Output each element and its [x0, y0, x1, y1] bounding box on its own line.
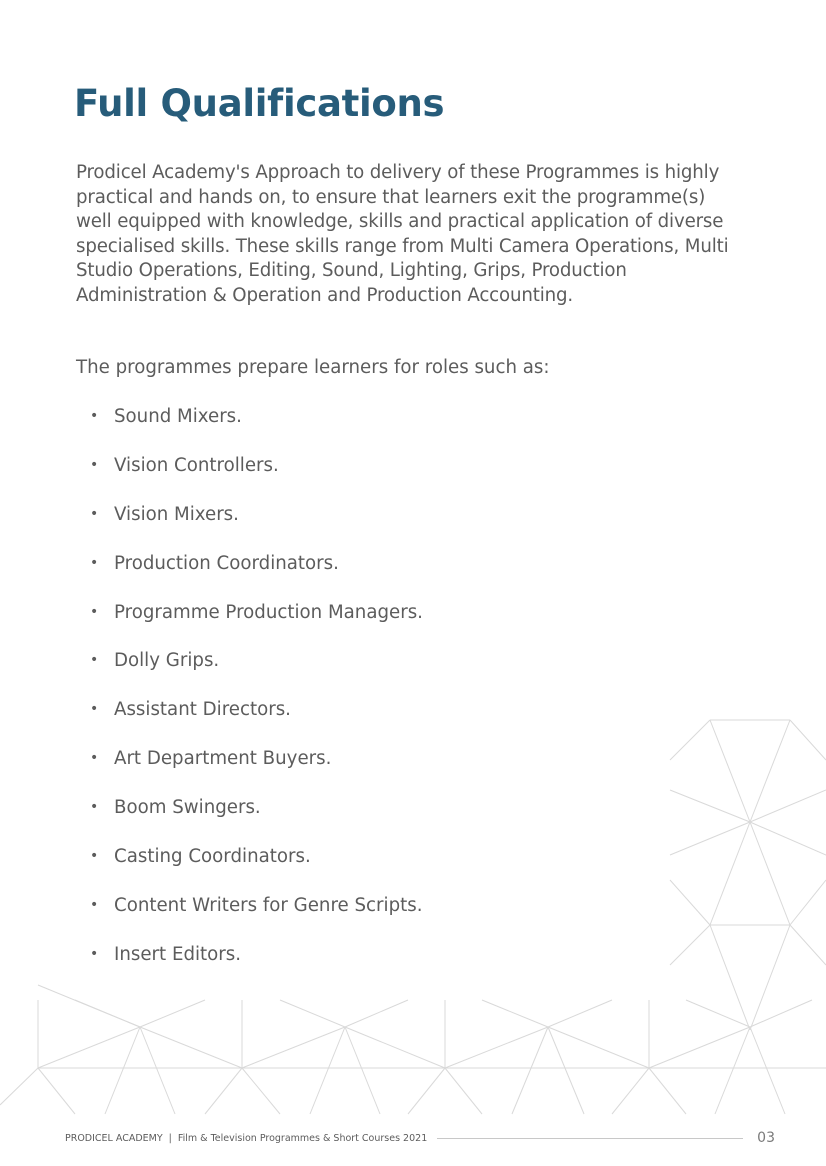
bottom-band-pattern — [0, 985, 826, 1114]
role-label: Boom Swingers. — [114, 797, 261, 819]
footer-brand: PRODICEL ACADEMY — [65, 1132, 163, 1144]
page-footer — [65, 1128, 775, 1148]
list-item — [76, 599, 423, 648]
list-item — [76, 696, 423, 745]
list-item — [76, 403, 423, 452]
list-item — [76, 892, 423, 941]
bullet-icon: • — [90, 945, 99, 962]
role-label: Production Coordinators. — [114, 552, 339, 574]
role-label: Casting Coordinators. — [114, 846, 311, 868]
role-label: Vision Mixers. — [114, 503, 239, 525]
list-item — [76, 794, 423, 843]
bullet-icon: • — [90, 554, 99, 571]
right-edge-pattern — [670, 720, 826, 1030]
role-label: Dolly Grips. — [114, 650, 220, 672]
list-item — [76, 647, 423, 696]
footer-divider — [437, 1138, 743, 1139]
role-label: Sound Mixers. — [114, 406, 242, 427]
bullet-icon: • — [90, 848, 99, 865]
list-item — [76, 843, 423, 892]
roles-intro: The programmes prepare learners for roles such as: — [76, 357, 550, 378]
bullet-icon: • — [90, 750, 99, 767]
list-item — [76, 501, 423, 550]
footer-separator: | — [168, 1132, 172, 1144]
list-item — [76, 745, 423, 794]
bullet-icon: • — [90, 701, 99, 718]
bullet-icon: • — [90, 408, 99, 424]
list-item — [76, 452, 423, 501]
page-number: 03 — [757, 1130, 775, 1146]
role-label: Art Department Buyers. — [114, 748, 332, 770]
role-label: Assistant Directors. — [114, 699, 291, 721]
role-label: Vision Controllers. — [114, 454, 279, 476]
role-label: Insert Editors. — [114, 943, 242, 965]
list-item — [76, 550, 423, 599]
bullet-icon: • — [90, 456, 99, 473]
roles-list — [76, 403, 423, 990]
bullet-icon: • — [90, 652, 99, 669]
footer-subtitle: Film & Television Programmes & Short Courses 2021 — [177, 1132, 428, 1144]
list-item — [76, 941, 423, 990]
role-label: Content Writers for Genre Scripts. — [114, 894, 423, 916]
page-title: Full Qualifications — [74, 82, 445, 125]
intro-paragraph: Prodicel Academy's Approach to delivery of these Programmes is highly practical and hands on, to ensure that learners exit the programme(s) well equipped with knowledge, skills and practical application of diverse specialised skills. These skills range from Multi Camera Operations, Multi Studio Operations, Editing, Sound, Lighting, Grips, Production Administration & Operation and Production Accounting. — [76, 162, 729, 306]
bullet-icon: • — [90, 896, 99, 913]
bullet-icon: • — [90, 603, 99, 620]
bullet-icon: • — [90, 505, 99, 522]
bullet-icon: • — [90, 799, 99, 816]
role-label: Programme Production Managers. — [114, 601, 423, 623]
